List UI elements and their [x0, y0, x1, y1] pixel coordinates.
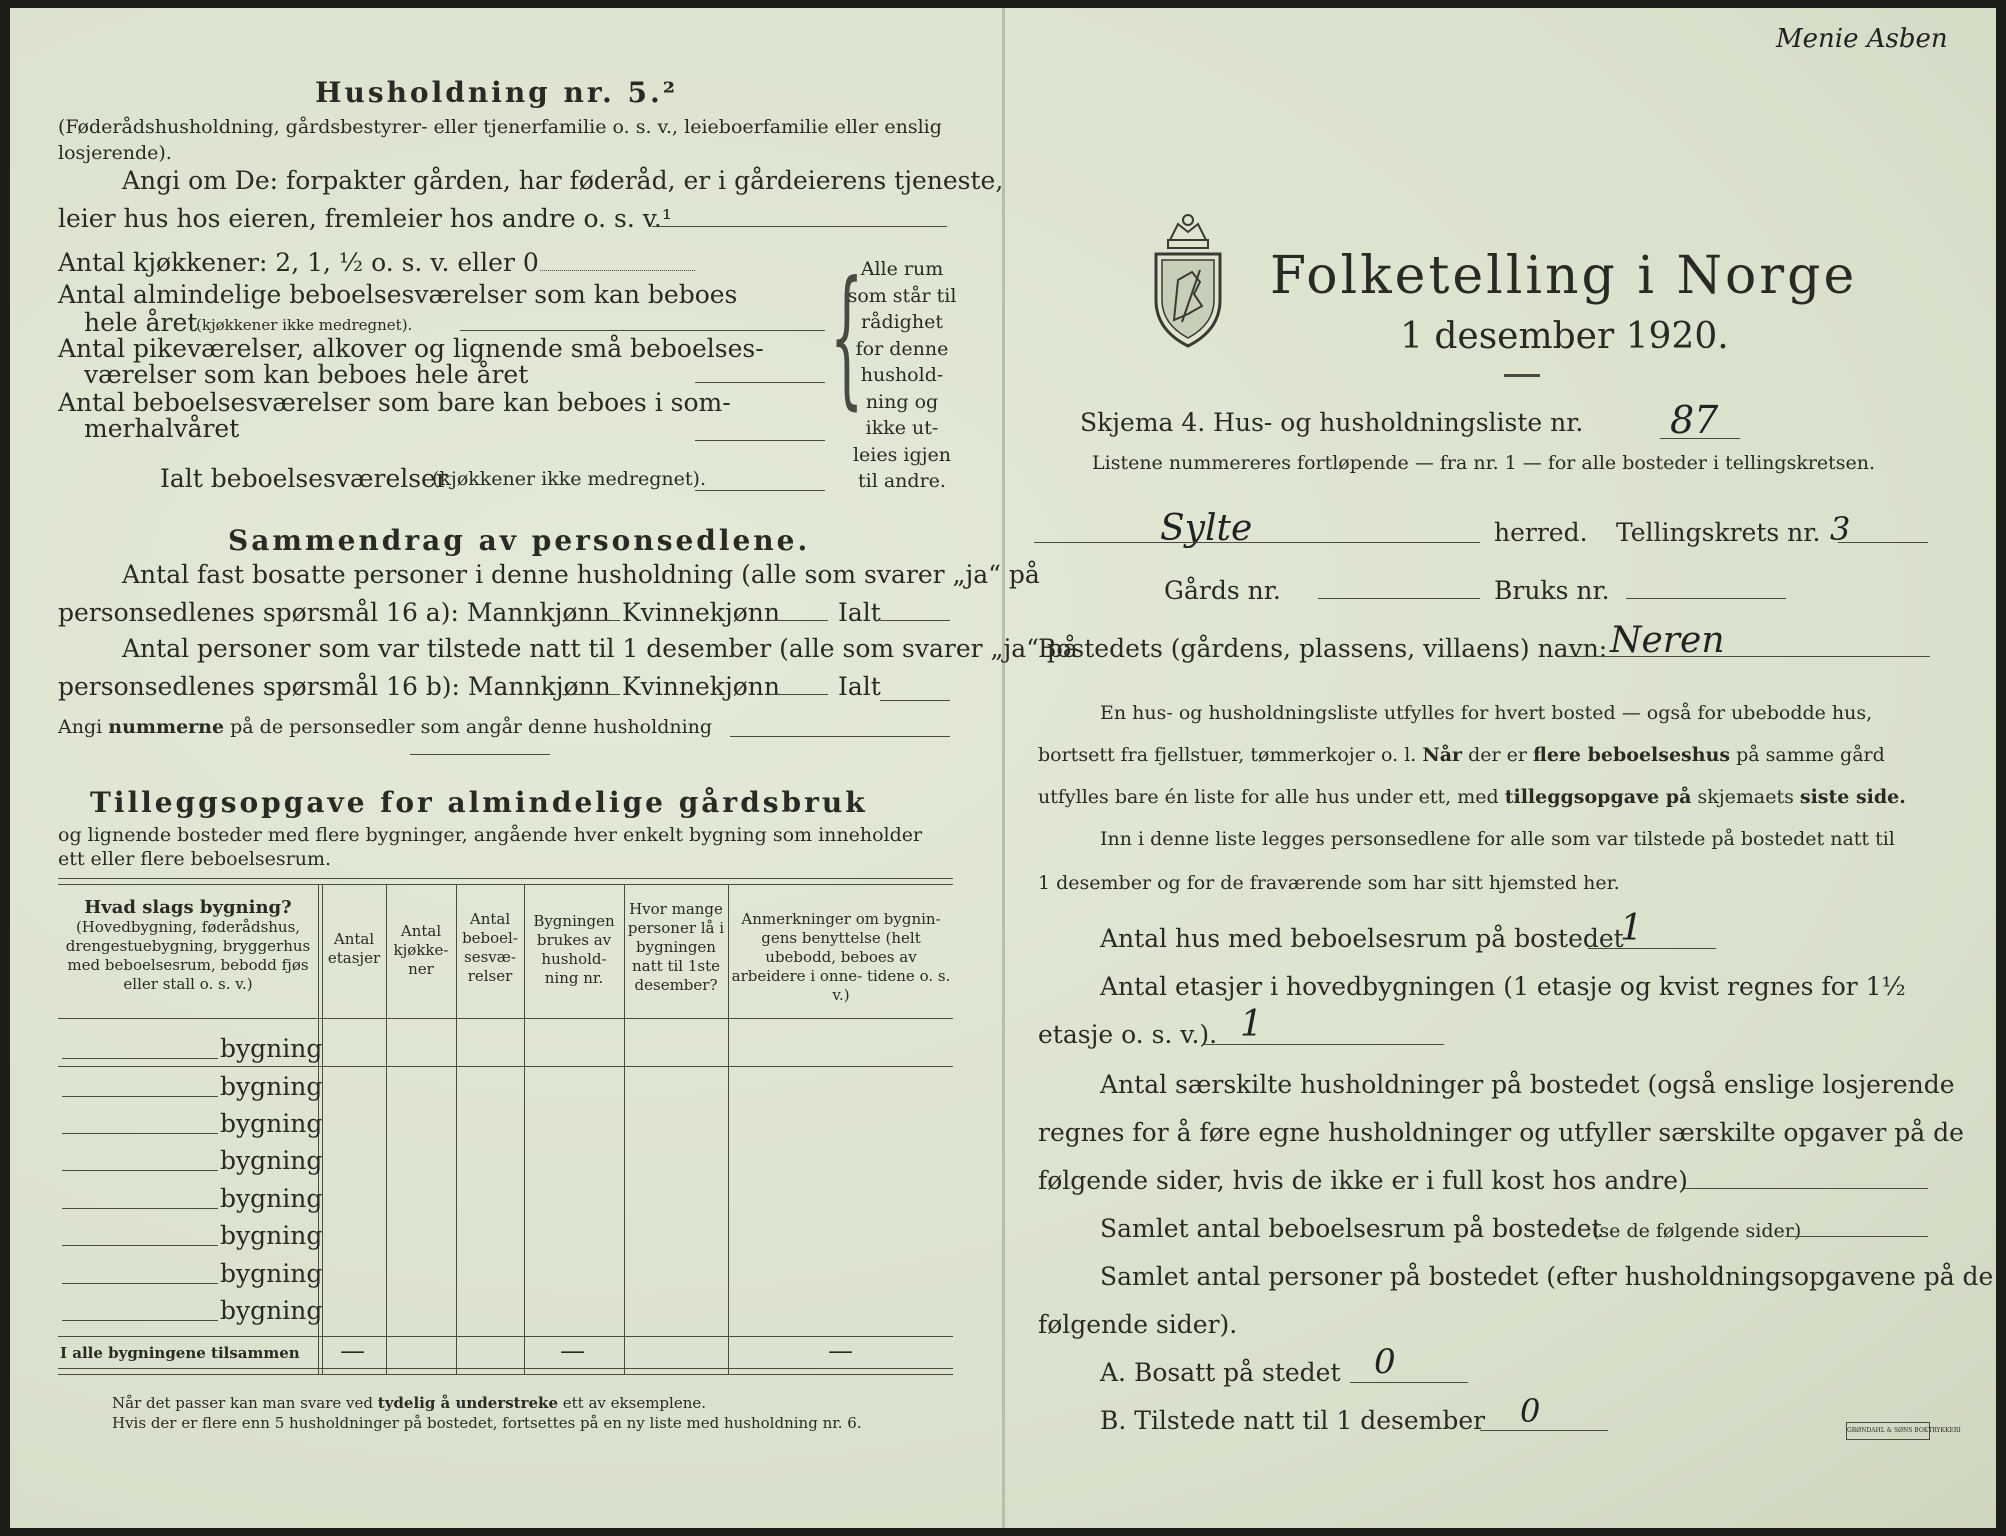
brace-note-line: ning og	[865, 390, 939, 413]
rooms1-note: (kjøkkener ikke medregnet).	[196, 316, 413, 334]
table-col-rule	[456, 884, 457, 1374]
brace-note-line: Alle rum	[860, 258, 944, 280]
p1b-mid: der er	[1468, 744, 1527, 766]
printer-stamp: GRØNDAHL & SØNS BOKTRYKKERI	[1846, 1422, 1930, 1440]
angi-nummerne-line	[730, 736, 950, 737]
sum1-kvinne-label: Kvinnekjønn	[622, 598, 780, 627]
schema-number-line	[1660, 438, 1740, 439]
col-used-by-header: Bygningen brukes av hushold- ning nr.	[533, 912, 615, 987]
q-hush-line	[1682, 1188, 1928, 1189]
sum1-ialt-line	[880, 620, 950, 621]
table-row: bygning	[220, 1221, 323, 1250]
para2-line-a: Inn i denne liste legges personsedlene for alle som var tilstede på bostedet natt til	[1100, 828, 1895, 850]
rooms3-line-b: merhalvåret	[84, 414, 240, 443]
p1c-mid: skjemaets	[1697, 786, 1794, 808]
household-heading: Husholdning nr. 5.²	[315, 76, 679, 109]
summary-heading: Sammendrag av personsedlene.	[228, 524, 811, 557]
rooms3-answer-line	[695, 440, 825, 441]
p1b-bold2: flere beboelseshus	[1533, 744, 1731, 766]
table-top-rule	[58, 878, 953, 879]
para1-line-a: En hus- og husholdningsliste utfylles for hvert bosted — også for ubebodde hus,	[1100, 702, 1873, 724]
q-b-label: B. Tilstede natt til 1 desember	[1100, 1406, 1486, 1435]
total-rooms-note: (kjøkkener ikke medregnet).	[432, 468, 706, 490]
p1b-pre: bortsett fra fjellstuer, tømmerkojer o. l.	[1038, 744, 1417, 766]
angi-line-2: leier hus hos eieren, fremleier hos andre o. s. v.¹	[58, 204, 672, 233]
q-a-line	[1350, 1382, 1468, 1383]
table-header-rule-2	[58, 1066, 953, 1067]
form-title: Folketelling i Norge	[1270, 246, 1858, 306]
sum1-ialt-label: Ialt	[838, 598, 881, 627]
gards-label: Gårds nr.	[1164, 576, 1281, 605]
summary-2a: Antal personer som var tilstede natt til 1 desember (alle som svarer „ja“ på	[122, 634, 1078, 663]
table-col-rule	[386, 884, 387, 1374]
q-hus-line	[1588, 948, 1716, 949]
q-hush-a: Antal særskilte husholdninger på bostedet (også enslige losjerende	[1100, 1070, 1955, 1099]
table-top-rule-2	[58, 884, 953, 885]
krets-line	[1838, 542, 1928, 543]
table-row: bygning	[220, 1296, 323, 1325]
table-bottom-rule	[58, 1368, 953, 1369]
kitchens-label: Antal kjøkkener: 2, 1, ½ o. s. v. eller 0	[58, 248, 539, 277]
p1c-pre: utfylles bare én liste for alle hus under ett, med	[1038, 786, 1499, 808]
col-kitchens-header: Antal kjøkke- ner	[393, 922, 449, 978]
page-fold	[1002, 8, 1005, 1528]
table-col-rule	[624, 884, 625, 1374]
p1b-post: på samme gård	[1736, 744, 1885, 766]
brace-note-line: til andre.	[858, 470, 946, 492]
table-row: bygning	[220, 1259, 323, 1288]
row-kind-line	[62, 1283, 218, 1284]
foot1-bold: tydelig å understreke	[377, 1394, 558, 1412]
table-row: bygning	[220, 1184, 323, 1213]
rooms2-line-b: værelser som kan beboes hele året	[84, 360, 529, 389]
bosted-value[interactable]: Neren	[1610, 620, 1725, 661]
row-kind-line	[62, 1133, 218, 1134]
table-total-label: I alle bygningene tilsammen	[60, 1344, 300, 1362]
col-rooms-header: Antal beboel- sesvæ- relser	[462, 910, 518, 985]
angi-nummerne	[58, 716, 712, 738]
extra-sub-1: og lignende bosteder med flere bygninger, angående hver enkelt bygning som inneholder	[58, 824, 923, 846]
p1b-bold1: Når	[1422, 744, 1463, 766]
rooms2-line-a: Antal pikeværelser, alkover og lignende små beboelses-	[58, 334, 764, 363]
gards-line	[1318, 598, 1480, 599]
col-notes-header: Anmerkninger om bygnin- gens benyttelse (helt ubebodd, beboes av arbeidere i onne- tidene o. s. v.)	[731, 910, 951, 1004]
summary-2b: personsedlenes spørsmål 16 b): Mannkjønn	[58, 672, 611, 701]
row-kind-line	[62, 1320, 218, 1321]
extra-heading: Tilleggsopgave for almindelige gårdsbruk	[90, 786, 868, 819]
summary-1a: Antal fast bosatte personer i denne husholdning (alle som svarer „ja“ på	[122, 560, 1040, 589]
sum1-kvinne-line	[770, 620, 828, 621]
household-subtitle: (Føderådshusholdning, gårdsbestyrer- eller tjenerfamilie o. s. v., leieboerfamilie eller enslig losjerende).	[58, 116, 942, 164]
foot1-pre: Når det passer kan man svare ved	[112, 1394, 373, 1412]
herred-line	[1034, 542, 1480, 543]
bruks-line	[1626, 598, 1786, 599]
q-etasjer-line	[1204, 1044, 1444, 1045]
col-kind-title: Hvad slags bygning?	[84, 897, 292, 918]
col-kind-desc: (Hovedbygning, føderådshus, drengestuebygning, bryggerhus med beboelsesrum, bebodd fjøs eller stall o. s. v.)	[65, 918, 311, 993]
brace-note-line: leies igjen	[852, 443, 952, 466]
table-bottom-rule-2	[58, 1374, 953, 1375]
brace-note-line: ikke ut-	[865, 417, 939, 439]
brace-note-line: for denne	[855, 337, 949, 360]
footnote-2: Hvis der er flere enn 5 husholdninger på bostedet, fortsettes på en ny liste med husholdning nr. 6.	[112, 1414, 862, 1432]
q-a-value[interactable]: 0	[1374, 1342, 1396, 1382]
row-kind-line	[62, 1245, 218, 1246]
q-hus-label: Antal hus med beboelsesrum på bostedet	[1100, 924, 1624, 953]
q-rum-note: (se de følgende sider)	[1592, 1220, 1802, 1242]
q-b-line	[1480, 1430, 1608, 1431]
sum2-kvinne-label: Kvinnekjønn	[622, 672, 780, 701]
krets-value[interactable]: 3	[1830, 510, 1851, 548]
table-row: bygning	[220, 1109, 323, 1138]
foot1-post: ett av eksemplene.	[562, 1394, 707, 1412]
rooms1-answer-line	[460, 330, 825, 331]
numbering-note: Listene nummereres fortløpende — fra nr. 1 — for alle bosteder i tellingskretsen.	[1092, 452, 1876, 474]
krets-label: Tellingskrets nr.	[1616, 518, 1821, 547]
q-a-label: A. Bosatt på stedet	[1100, 1358, 1341, 1387]
para1-line-b	[1038, 744, 1885, 766]
p1c-bold2: siste side.	[1799, 786, 1906, 808]
sum2-kvinne-line	[770, 694, 828, 695]
sum1-mann-line	[562, 620, 620, 621]
q-etasjer-value[interactable]: 1	[1240, 1004, 1263, 1045]
col-persons-header: Hvor mange personer lå i bygningen natt til 1ste desember?	[627, 900, 725, 994]
brace-note-line: hushold-	[860, 364, 944, 386]
q-pers-b: følgende sider).	[1038, 1310, 1238, 1339]
table-total-top-rule	[58, 1336, 953, 1337]
form-date: 1 desember 1920.	[1400, 316, 1729, 357]
angi-nr-pre: Angi	[58, 716, 103, 738]
extra-sub-2: ett eller flere beboelsesrum.	[58, 848, 332, 870]
col-floors-header: Antal etasjer	[327, 930, 381, 967]
row-kind-line	[62, 1096, 218, 1097]
table-row: bygning	[220, 1034, 323, 1063]
herred-label: herred.	[1494, 518, 1588, 547]
row-kind-line	[62, 1170, 218, 1171]
p1c-bold1: tilleggsopgave på	[1504, 786, 1692, 808]
rooms3-line-a: Antal beboelsesværelser som bare kan beboes i som-	[58, 388, 731, 417]
bruks-label: Bruks nr.	[1494, 576, 1610, 605]
q-hush-b: regnes for å føre egne husholdninger og utfyller særskilte opgaver på de	[1038, 1118, 1964, 1147]
table-col-rule	[524, 884, 525, 1374]
schema-number[interactable]: 87	[1670, 398, 1719, 442]
kitchens-dots	[540, 270, 695, 271]
sum2-ialt-line	[880, 700, 950, 701]
q-hush-c: følgende sider, hvis de ikke er i full kost hos andre)	[1038, 1166, 1688, 1195]
sum2-mann-line	[562, 694, 620, 695]
corner-annotation: Menie Asben	[1776, 24, 1948, 54]
title-rule	[1504, 374, 1540, 377]
angi-nr-bold: nummerne	[108, 716, 225, 738]
para2-line-b: 1 desember og for de fraværende som har sitt hjemsted her.	[1038, 872, 1620, 894]
rooms1-line-a: Antal almindelige beboelsesværelser som kan beboes	[58, 280, 738, 309]
herred-value[interactable]: Sylte	[1160, 508, 1253, 549]
table-row: bygning	[220, 1146, 323, 1175]
row-kind-line	[62, 1208, 218, 1209]
angi-line-1: Angi om De: forpakter gården, har føderåd, er i gårdeierens tjeneste,	[122, 166, 1004, 195]
brace-icon: {	[830, 250, 864, 424]
summary-1b: personsedlenes spørsmål 16 a): Mannkjønn	[58, 598, 610, 627]
bosted-line	[1560, 656, 1930, 657]
para1-line-c	[1038, 786, 1906, 808]
total-rooms-answer-line	[695, 490, 825, 491]
row-kind-line	[62, 1058, 218, 1059]
brace-note-line: som står til	[847, 284, 957, 307]
q-hus-value[interactable]: 1	[1620, 908, 1643, 949]
q-etasjer-b: etasje o. s. v.).	[1038, 1020, 1218, 1049]
table-row: bygning	[220, 1072, 323, 1101]
angi-nr-post: på de personsedler som angår denne husholdning	[230, 716, 713, 738]
schema-label: Skjema 4. Hus- og husholdningsliste nr.	[1080, 408, 1584, 437]
total-dash: —	[560, 1336, 585, 1365]
sum2-ialt-label: Ialt	[838, 672, 881, 701]
angi-answer-line	[652, 226, 947, 227]
norway-crest-icon	[1148, 210, 1228, 354]
q-pers-a: Samlet antal personer på bostedet (efter husholdningsopgavene på de	[1100, 1262, 1994, 1291]
total-dash: —	[340, 1336, 365, 1365]
total-dash: —	[828, 1336, 853, 1365]
q-rum-line	[1786, 1236, 1928, 1237]
table-col-rule	[728, 884, 729, 1374]
section-divider	[410, 754, 550, 755]
rooms1-line-b: hele året	[84, 308, 198, 337]
bosted-label: Bostedets (gårdens, plassens, villaens) navn:	[1038, 634, 1608, 663]
col-kind-header	[60, 898, 316, 994]
q-etasjer-a: Antal etasjer i hovedbygningen (1 etasje og kvist regnes for 1½	[1100, 972, 1906, 1001]
brace-note	[842, 256, 962, 495]
table-header-rule	[58, 1018, 953, 1019]
footnote-1	[112, 1394, 706, 1412]
q-rum-label: Samlet antal beboelsesrum på bostedet	[1100, 1214, 1602, 1243]
rooms2-answer-line	[695, 382, 825, 383]
brace-note-line: rådighet	[861, 311, 943, 333]
total-rooms-label: Ialt beboelsesværelser	[160, 464, 448, 493]
q-b-value[interactable]: 0	[1520, 1392, 1541, 1430]
